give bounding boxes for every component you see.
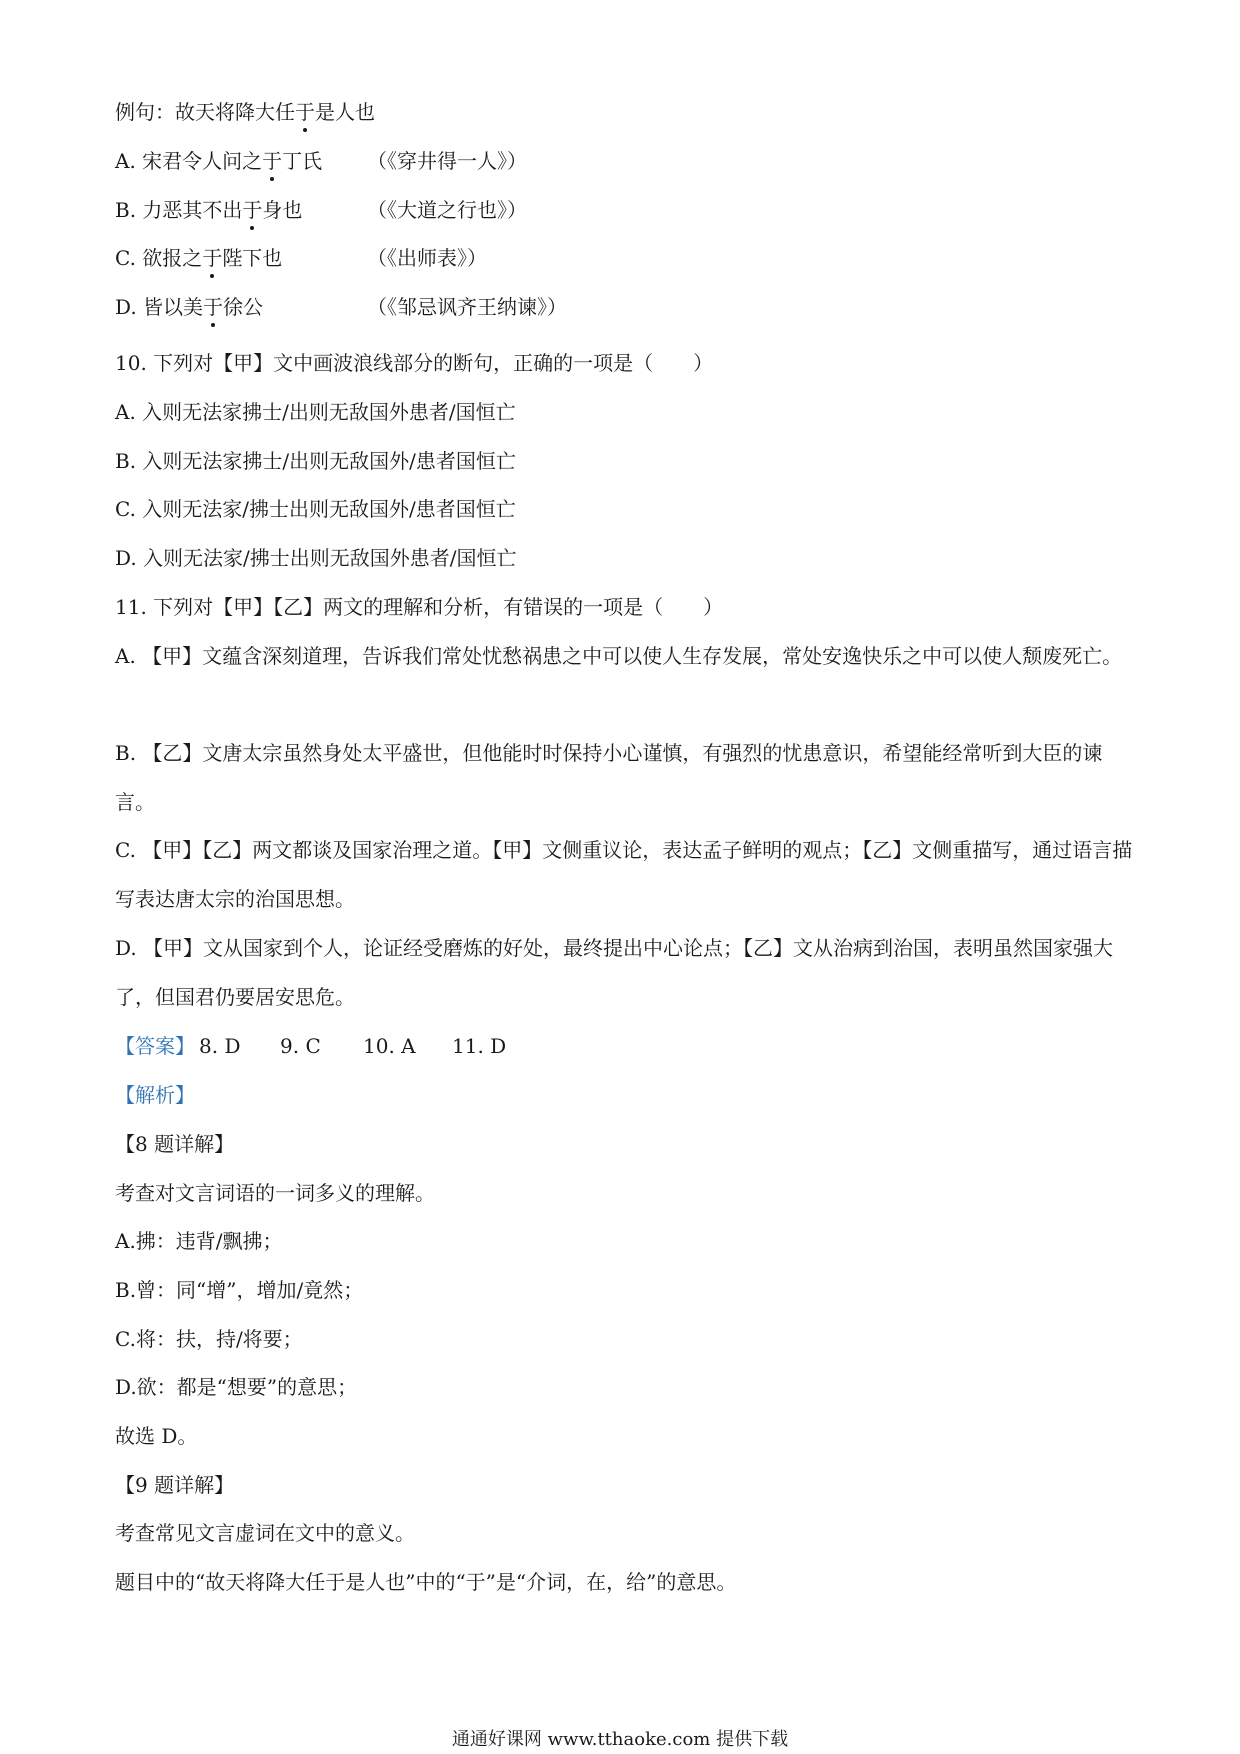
q9-option-d-source: （《邹忌讽齐王纳谏》） — [367, 295, 567, 319]
q9-option-b-post: 身也 — [262, 198, 303, 222]
q8-detail-line-6: 故选 D。 — [115, 1424, 198, 1448]
example-dotted-char: 于 — [295, 100, 315, 124]
q9-option-d — [115, 293, 263, 321]
q8-detail-line-4: C.将：扶，持/将要； — [115, 1327, 303, 1351]
q9-detail-line-1: 考查常见文言虚词在文中的意义。 — [115, 1521, 415, 1545]
q10-option-a: A. 入则无法家拂士/出则无敌国外患者/国恒亡 — [115, 400, 516, 424]
q8-detail-line-5: D.欲：都是“想要”的意思； — [115, 1375, 358, 1399]
q9-detail-heading: 【9 题详解】 — [115, 1473, 235, 1497]
q9-option-c-dotted: 于 — [202, 246, 223, 270]
answer-item-9: 9. C — [280, 1034, 321, 1058]
q10-option-d: D. 入则无法家/拂士出则无敌国外患者/国恒亡 — [115, 546, 517, 570]
q11-option-b: B. 【乙】文唐太宗虽然身处太平盛世，但他能时时保持小心谨慎，有强烈的忧患意识，希望能经常听到大臣的谏言。 — [115, 741, 1103, 814]
answer-item-10: 10. A — [363, 1034, 416, 1058]
q8-detail-line-2: A.拂：违背/飘拂； — [115, 1229, 283, 1253]
q9-option-c-source: （《出师表》） — [367, 246, 487, 270]
q9-option-d-post: 徐公 — [223, 295, 264, 319]
q9-option-c-pre: C. 欲报之 — [115, 246, 203, 270]
q11-stem: 11. 下列对【甲】【乙】两文的理解和分析，有错误的一项是（ ） — [115, 595, 724, 619]
q9-option-a-post: 丁氏 — [282, 149, 323, 173]
answer-label: 【答案】 — [115, 1034, 195, 1058]
answer-item-8: 8. D — [199, 1034, 241, 1058]
q9-option-b — [115, 196, 302, 224]
q11-option-a: A. 【甲】文蕴含深刻道理，告诉我们常处忧愁祸患之中可以使人生存发展，常处安逸快乐之中可以使人颓废死亡。 — [115, 644, 1123, 668]
q8-detail-line-3: B.曾：同“增”，增加/竟然； — [115, 1278, 364, 1302]
q9-option-a — [115, 147, 322, 175]
q9-option-d-pre: D. 皆以美 — [115, 295, 204, 319]
q11-option-c: C. 【甲】【乙】两文都谈及国家治理之道。【甲】文侧重议论，表达孟子鲜明的观点；【乙】文侧重描写，通过语言描写表达唐太宗的治国思想。 — [115, 838, 1133, 911]
q9-option-b-pre: B. 力恶其不出 — [115, 198, 243, 222]
q8-detail-line-1: 考查对文言词语的一词多义的理解。 — [115, 1181, 435, 1205]
example-label: 例句： — [115, 100, 175, 124]
example-sentence — [115, 98, 375, 126]
q9-option-a-source: （《穿井得一人》） — [367, 149, 527, 173]
q11-option-d: D. 【甲】文从国家到个人，论证经受磨炼的好处，最终提出中心论点；【乙】文从治病到治国，表明虽然国家强大了，但国君仍要居安思危。 — [115, 936, 1114, 1009]
q9-option-a-pre: A. 宋君令人问之 — [115, 149, 263, 173]
analysis-label: 【解析】 — [115, 1083, 195, 1107]
q10-stem: 10. 下列对【甲】文中画波浪线部分的断句，正确的一项是（ ） — [115, 351, 714, 375]
q9-option-b-source: （《大道之行也》） — [367, 198, 527, 222]
page-footer: 通通好课网 www.tthaoke.com 提供下载 — [451, 1729, 789, 1750]
q9-option-c — [115, 244, 282, 272]
q9-option-c-post: 陛下也 — [222, 246, 283, 270]
example-pre: 故天将降大任 — [175, 100, 295, 124]
example-post: 是人也 — [315, 100, 375, 124]
q10-option-b: B. 入则无法家拂士/出则无敌国外/患者国恒亡 — [115, 449, 516, 473]
q10-option-c: C. 入则无法家/拂士出则无敌国外/患者国恒亡 — [115, 497, 516, 521]
q9-option-b-dotted: 于 — [242, 198, 263, 222]
q9-option-d-dotted: 于 — [203, 295, 224, 319]
q9-detail-line-2: 题目中的“故天将降大任于是人也”中的“于”是“介词，在，给”的意思。 — [115, 1570, 737, 1594]
q9-option-a-dotted: 于 — [262, 149, 283, 173]
q8-detail-heading: 【8 题详解】 — [115, 1132, 235, 1156]
answer-item-11: 11. D — [452, 1034, 507, 1058]
